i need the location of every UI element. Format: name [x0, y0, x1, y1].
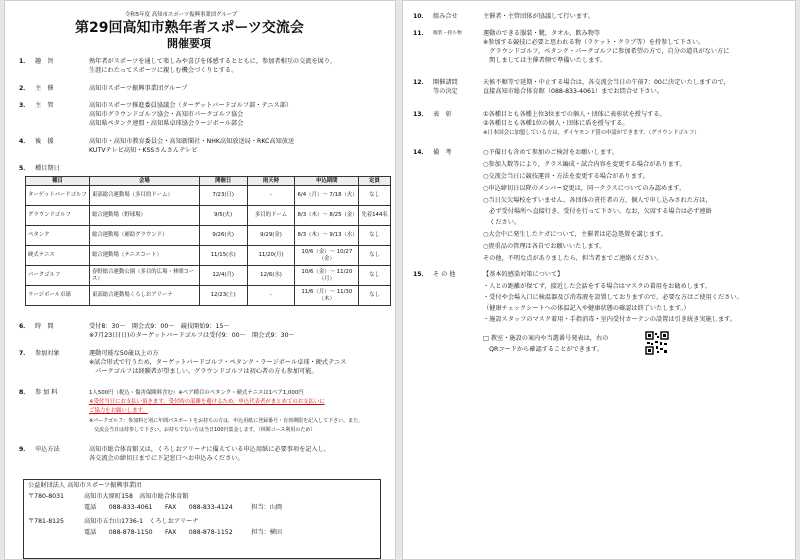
section-12-label: 開催諸問: [433, 79, 458, 86]
rain-cell: -: [247, 186, 295, 206]
section-1-line-2: 生涯にわたってスポーツに親しむ機会づくりとする。: [89, 67, 238, 74]
section-12-label-2: 等の決定: [433, 88, 458, 95]
date-cell: 12/23(土): [199, 286, 247, 306]
section-4-line-1: 高知市・高知市教育委員会・高知新聞社・NHK高知放送局・RKC高知放送: [89, 138, 295, 145]
contact-address-1: 高知市大原町158 高知市総合体育館: [84, 493, 189, 500]
contact-box: [23, 479, 381, 559]
header-rain-date: 雨天時: [247, 177, 295, 186]
section-2-line-1: 高知市スポーツ振興事業団グループ: [89, 85, 188, 92]
section-3-label: 主 管: [35, 102, 54, 109]
section-1-label: 趣 旨: [35, 58, 54, 65]
section-11-num: 11．: [413, 30, 428, 37]
section-7-line-3: パークゴルフは経験者が望ましい。グラウンドゴルフは初心者の方も参加可能。: [89, 368, 318, 375]
rain-cell: -: [247, 286, 295, 306]
section-11-line-3: グラウンドゴルフ，ペタンク・パークゴルフに参加希望の方で，自分の道具がない方に: [483, 48, 730, 55]
capacity-cell: なし: [359, 266, 391, 286]
date-cell: 12/4(月): [199, 266, 247, 286]
section-14-line-1: ○予備日も含めて参加のご検討をお願いします。: [483, 149, 618, 156]
header-date: 開催日: [199, 177, 247, 186]
section-14-label: 備 考: [433, 149, 452, 156]
section-9-label: 申込方法: [35, 446, 60, 453]
section-1-line-1: 熟年者がスポーツを通して楽しみや喜びを体感するとともに，参加者相互の交流を図り，: [89, 58, 337, 65]
fee-line: 1人500円（税込・傷害保険料含む）※ペア種目のペタンク・硬式テニスは1ペア1,000円: [89, 390, 304, 396]
section-3-line-3: 高知県ペタンク連盟・高知県卓球協会ラージボール部会: [89, 120, 244, 127]
section-7-line-1: 運動可能な50歳以上の方: [89, 350, 159, 357]
section-13-num: 13．: [413, 111, 428, 118]
section-14-line-7: ください。: [483, 219, 521, 226]
capacity-cell: 先着144名: [359, 206, 391, 226]
fee-warning-line-2: ご協力をお願いします。: [89, 408, 148, 414]
venue-cell: 総合運動場（テニスコート）: [89, 246, 199, 266]
qr-notice-line-1: □ 教室・施設の案内や当選番号発表は，右の: [483, 335, 609, 342]
section-14-line-2: ○参加人数等により，クラス編成・試合内容を変更する場合があります。: [483, 161, 686, 168]
section-6-label: 時 間: [35, 323, 54, 330]
date-cell: 9/26(火): [199, 226, 247, 246]
section-9-line-2: 各交流会の締切日までに下記窓口へお申込みください。: [89, 455, 244, 462]
rain-cell: 多目的ドーム: [247, 206, 295, 226]
header-event: 種目: [26, 177, 90, 186]
section-13-line-2: ②各種目とも各種1位の個人・団体に盾を授与する。: [483, 120, 629, 127]
section-5-label: 種目期日: [35, 165, 60, 172]
section-12-num: 12．: [413, 79, 428, 86]
schedule-table: [25, 176, 391, 306]
section-15-line-5: ・施設スタッフのマスク着用・手指消毒・室内受付カーテンの設置は引き続き実施します。: [483, 316, 736, 323]
section-15-line-2: ・人との距離が保てず，接近した会話をする場合はマスクの着用をお勧めします。: [483, 283, 711, 290]
date-cell: 7/23(日): [199, 186, 247, 206]
table-row: [26, 286, 391, 306]
capacity-cell: なし: [359, 186, 391, 206]
period-cell: 8/3（木）～ 8/25（金）: [295, 206, 359, 226]
contact-zip-2: 〒781-8125: [28, 518, 64, 525]
section-12-line-2: 直接高知市総合体育館（088-833-4061）までお問合せ下さい。: [483, 88, 663, 95]
fee-note-line-2: 交流会当日は持参して下さい。お持ちでない方は当日100円集金します。（林間コース利用のため）: [89, 427, 316, 433]
section-15-line-3: ・受付や会場入口に検温器及び消毒液を設置しておりますので，必要な方はご使用ください。: [483, 294, 743, 301]
contact-address-2: 高知市五台山1736-1 くろしおアリーナ: [84, 518, 199, 525]
date-cell: 9/5(火): [199, 206, 247, 226]
event-cell: ターゲットバードゴルフ: [26, 186, 90, 206]
section-14-line-10: その他，不明な点がありましたら，担当者までご連絡ください。: [483, 255, 663, 262]
section-13-line-3: ※日本国会に加盟している方は，ダイヤモンド賞の申請ができます。（グラウンドゴルフ）: [483, 130, 700, 136]
period-cell: 6/4（月）～ 7/18（火）: [295, 186, 359, 206]
table-row: [26, 226, 391, 246]
section-2-label: 主 催: [35, 85, 54, 92]
table-row: [26, 246, 391, 266]
event-cell: グラウンドゴルフ: [26, 206, 90, 226]
capacity-cell: なし: [359, 286, 391, 306]
section-6-num: 6．: [19, 323, 30, 330]
section-3-line-2: 高知市グラウンドゴルフ協会・高知市パークゴルフ協会: [89, 111, 244, 118]
section-1-num: 1．: [19, 58, 30, 65]
venue-cell: 総合運動場（補助グラウンド）: [89, 226, 199, 246]
table-row: [26, 206, 391, 226]
section-4-line-2: KUTVテレビ高知・KSSさんさんテレビ: [89, 147, 198, 154]
section-8-label: 参 加 料: [35, 389, 58, 396]
period-cell: 11/6（月）～ 11/30（木）: [295, 286, 359, 306]
section-10-label: 組み合せ: [433, 13, 458, 20]
venue-cell: 総合運動場（野球場）: [89, 206, 199, 226]
table-row: [26, 266, 391, 286]
contact-phone-2: 電話 088-878-1150 FAX 088-878-1152 担当：横田: [84, 529, 283, 536]
header-capacity: 定員: [359, 177, 391, 186]
event-cell: ペタンク: [26, 226, 90, 246]
section-4-label: 後 援: [35, 138, 54, 145]
section-7-label: 参加対象: [35, 350, 60, 357]
section-3-num: 3．: [19, 102, 30, 109]
period-cell: 10/6（金）～ 11/20（月）: [295, 266, 359, 286]
event-cell: 硬式テニス: [26, 246, 90, 266]
organizer-line: 令和5年度 高知市スポーツ振興事業団グループ: [125, 12, 238, 18]
section-7-num: 7．: [19, 350, 30, 357]
section-10-line-1: 主催者・主管団体が協議して行います。: [483, 13, 594, 20]
section-9-num: 9．: [19, 446, 30, 453]
section-11-line-1: 運動のできる服装・靴，タオル，飲み物等: [483, 30, 601, 37]
section-14-line-3: ○交流会当日に競技運営・方法を変更する場合があります。: [483, 173, 649, 180]
section-11-line-4: 関しましては主催者側で準備いたします。: [483, 57, 607, 64]
capacity-cell: なし: [359, 246, 391, 266]
period-cell: 10/6（金）～ 10/27（金）: [295, 246, 359, 266]
event-cell: パークゴルフ: [26, 266, 90, 286]
fee-warning-line-1: ※受付当日にお支払い頂きます。受付時の混雑を避けるため，申込代表者がまとめてのお支払いに: [89, 399, 325, 405]
header-venue: 会場: [89, 177, 199, 186]
schedule-header-row: [26, 177, 391, 186]
contact-org: 公益財団法人 高知市スポーツ振興事業団: [28, 482, 142, 489]
venue-cell: 春野総合運動公園（多目的広場・林間コース）: [89, 266, 199, 286]
header-apply-period: 申込期間: [295, 177, 359, 186]
left-page: [4, 0, 396, 560]
section-15-line-4: （健康チェックシートへの体温記入や健康状態の確認は終了いたします。）: [483, 305, 690, 312]
section-14-line-4: ○申込締切日以降のメンバー変更は，同一クラスについてのみ認めます。: [483, 185, 686, 192]
rain-cell: 11/20(月): [247, 246, 295, 266]
section-11-label: 服装・持ち物: [433, 31, 462, 36]
section-11-line-2: ※参加する競技に必要と思われる物（ラケット・クラブ等）を持参して下さい。: [483, 39, 705, 46]
table-row: [26, 186, 391, 206]
section-12-line-1: 天候不順等で延期・中止する場合は，各交流会当日の午前7：00に決定いたしますので，: [483, 79, 730, 86]
section-4-num: 4．: [19, 138, 30, 145]
section-15-num: 15．: [413, 271, 428, 278]
right-page: [402, 0, 796, 560]
fee-note-line-1: ※パークゴルフ：参加料と別に年間パスポートをお持ちの方は，申込用紙に登録番号・有効期限を記入して下さい。また，: [89, 418, 364, 424]
capacity-cell: なし: [359, 226, 391, 246]
section-5-num: 5．: [19, 165, 30, 172]
section-8-num: 8．: [19, 389, 30, 396]
section-14-line-6: 必ず受付場所へ直接行き，受付を行って下さい。なお，欠席する場合は必ず連絡: [483, 208, 712, 215]
qr-code-icon[interactable]: [645, 331, 669, 355]
section-9-line-1: 高知市総合体育館又は，くろしおアリーナに備えている申込用紙に必要事項を記入し，: [89, 446, 331, 453]
section-13-label: 表 彰: [433, 111, 452, 118]
contact-zip-1: 〒780-8031: [28, 493, 64, 500]
venue-cell: 東部総合運動場（多目的ドーム）: [89, 186, 199, 206]
section-2-num: 2．: [19, 85, 30, 92]
qr-notice-line-2: QRコードから確認することができます。: [483, 346, 604, 353]
date-cell: 11/15(水): [199, 246, 247, 266]
section-6-line-2: ※7月23日(日)のターゲットバードゴルフは受付9：00～ 開会式9：30～: [89, 332, 295, 339]
contact-phone-1: 電話 088-833-4061 FAX 088-833-4124 担当：山岡: [84, 504, 283, 511]
event-cell: ラージボール卓球: [26, 286, 90, 306]
section-14-line-9: ○貴重品の管理は各自でお願いいたします。: [483, 243, 606, 250]
section-15-line-1: 【基本的感染対策について】: [483, 271, 564, 278]
rain-cell: 12/6(水): [247, 266, 295, 286]
section-14-line-5: ○当日欠欠場校をすいません。各団体の責任者の方，個人で申し込みされた方は，: [483, 197, 712, 204]
document-subtitle: 開催要項: [167, 37, 211, 50]
document-title: 第29回高知市熟年者スポーツ交流会: [75, 20, 304, 36]
section-14-line-8: ○大会中に発生したケガについて，主催者は応急処置を講じます。: [483, 231, 667, 238]
section-14-num: 14．: [413, 149, 428, 156]
section-7-line-2: ※試合形式で行うため，ターゲットバードゴルフ・ペタンク・ラージボール卓球・硬式テニス: [89, 359, 347, 366]
section-13-line-1: ①各種目とも各種上位3位までの個人・団体に表彰状を授与する。: [483, 111, 666, 118]
section-6-line-1: 受付8：30～ 開会式9：00～ 競技開始9：15～: [89, 323, 230, 330]
rain-cell: 9/29(金): [247, 226, 295, 246]
period-cell: 8/3（木）～ 9/13（水）: [295, 226, 359, 246]
section-15-label: そ の 他: [433, 271, 456, 278]
section-3-line-1: 高知市スポーツ推進委員協議会（ターゲットバードゴルフ部・テニス部）: [89, 102, 293, 109]
venue-cell: 東部総合運動場くろしおアリーナ: [89, 286, 199, 306]
section-10-num: 10．: [413, 13, 428, 20]
